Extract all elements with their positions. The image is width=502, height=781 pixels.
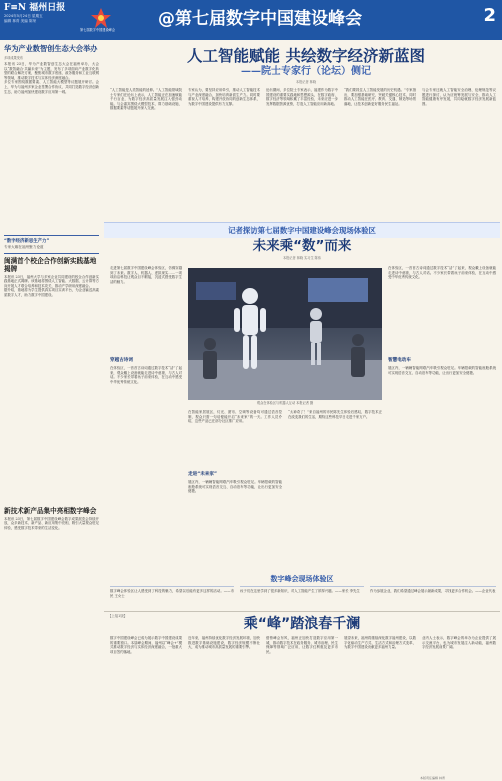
main-column-2: 专家认为，要坚持应用牵引，推动人工智能技术与产业深度融合，加快培育新质生产力。同时要重视人才培养，构建开放协同的创新生态体系，为数字中国建设提供有力支撑。 [188, 88, 260, 106]
bottom-kicker: 【上接1版】 [108, 614, 128, 618]
quote-2: 孩子们在这里学到了很多新知识，对人工智能产生了浓厚兴趣。——家长 李先生 [240, 586, 364, 608]
newspaper-brand: F≡N 福州日报 [4, 3, 66, 13]
section-subhead-3: 智慧电动车 [388, 358, 411, 363]
left-article-body: 本报讯 23日，华为产业数智创生态大会在福州举办，大会以“数智融合·共赢未来”为主题，发布了多项面向产业数字化转型的联合解决方案，聚焦城市数字底座、政务服务和工业互联网等领域，推动数字技术与实体经济深度融合。 多位专家围绕数据要素、人工智能大模型等议题展开研讨。会上，华为与福州多家企业签署合作协议，共同打造数字经济创新生态，助力福州加快建设数字应用第一城。 [4, 62, 99, 94]
main-headline: 人工智能赋能 共绘数字经济新蓝图 [187, 47, 425, 65]
section-column-3: “太神奇了！”来自福州的市民陈先生体验后感叹，数字技术正在改变我们的生活，期待这些科技早日走进千家万户。 [288, 410, 382, 419]
section-byline: 本报记者 林晓 实习生 陈伟 [282, 256, 322, 260]
issue-date: 2024年5月24日 星期五 编辑 林青 美编 陈荣 [4, 14, 43, 23]
editor-credit: 本版责任编辑 林青 [420, 776, 445, 780]
summit-emblem-icon [90, 7, 112, 29]
section-column-1: 走进第七届数字中国建设峰会体验区，仿佛穿越到了未来。数字人、机器人、虚拟现实……一项项前沿科技让观众目不暇接，沉浸式感受数字生活的魅力。 穿越古诗词 在体验区，一首首古诗词通过数字技术“活”了起来，观众戴上设备就能走进诗中意境，与古人对话。不少家长带着孩子前来体验，在互动中感受中华优秀传统文化。 [110, 266, 182, 384]
main-column-1: “人工智能是人类智能的延伸。”人工智能领域院士专家们在论坛上表示，人工智能正在加速赋能千行百业，为数字经济高质量发展注入强劲动能。与会嘉宾围绕大模型技术、算力基础设施、数据要素等话题展开深入交流。 [110, 88, 182, 111]
main-byline: 本报记者 林晓 [295, 80, 317, 84]
left-article-body-3: 本报讯 23日，第七届数字中国建设峰会数字成果展览会持续开放，众多新技术、新产品、新应用集中亮相，吸引大量观众驻足体验，感受数字技术带来的生活变化。 [4, 516, 99, 530]
main-column-4: “我们要抓住人工智能发展的历史机遇。”专家指出，要加强基础研究，突破关键核心技术，同时推动人工智能在医疗、教育、交通、制造等场景落地，让技术创新更好服务民生福祉。 [344, 88, 416, 106]
main-column-3: 论坛期间，多位院士专家表示，福建作为数字中国建设的重要实践地和思想源头，在数字政府、数字经济等领域积累了丰富经验，未来应进一步发挥数据资源优势，打造人工智能应用新高地。 [266, 88, 338, 106]
section-column-4: 在体验区，一首首古诗词通过数字技术“活”了起来，观众戴上设备就能走进诗中意境，与古人对话。不少家长带着孩子前来体验，在互动中感受中华优秀传统文化。 智慧电动车 展区内，一辆辆智能网联汽车吸引观众驻足。车辆搭载的智能座舱系统可实现语音交互、自动泊车等功能，让出行更加安全便捷。 [388, 266, 496, 375]
left-article-body-2: 本报讯 23日，福州大学与多家企业共同建设的校企合作创新实践基地正式揭牌。该基地将围绕人工智能、大数据、云计算等方向开展人才联合培养和技术攻关，推动产学研用深度融合。 据介绍，基地将为学生提供真实项目实训平台，为企业输送高素质数字人才，助力数字中国建设。 [4, 274, 99, 297]
bottom-headline: 乘“峰”踏浪春千澜 [243, 616, 361, 632]
left-headline-3: 新技术新产品集中亮相数字峰会 [4, 506, 97, 515]
main-column-5: 与会专家还就人工智能安全治理、伦理规范等议题进行探讨，认为应统筹发展与安全，推动人工智能健康有序发展，共同绘就数字经济发展新蓝图。 [422, 88, 496, 106]
quote-3: 作为参展企业，我们希望通过峰会展示最新成果，寻找更多合作机会。——企业代表 [370, 586, 496, 608]
section-column-2: 在智能家居展区，灯光、窗帘、空调等设备均可通过语音控制，观众只需一句话便能开启“未来家”的一天。工作人员介绍，这些产品已在部分社区推广应用。 走进“未来家” 展区内，一辆辆智能网联汽车吸引观众驻足。车辆搭载的智能座舱系统可实现语音交互、自动泊车等功能，让出行更加安全便捷。 [188, 410, 282, 494]
left-headline-2: 闽满首个校企合作创新实践基地揭牌 [4, 256, 97, 273]
robot-exhibition-photo [188, 268, 382, 400]
section-banner: 记者探访第七届数字中国建设峰会现场体验区 [104, 222, 500, 238]
left-column [4, 45, 99, 687]
summit-logo: 第七届数字中国建设峰会 [80, 5, 152, 35]
bottom-column-1: 数字中国建设峰会已成为展示数字中国建设成果的重要窗口。本届峰会期间，福州以“峰会+”模式推动数字经济与实体经济深度融合，一批重大项目签约落地。 [110, 636, 182, 654]
page-number: 2 [483, 5, 496, 26]
photo-caption: 观众在体验区与机器人互动 本报记者 摄 [256, 401, 314, 405]
left-byline: 多项成果发布 [4, 55, 24, 60]
main-subheadline: ——院士专家行（论坛）侧记 [241, 66, 371, 77]
bottom-column-5: 业内人士表示，数字峰会的举办为企业提供了展示交流平台，也为城市发展注入新动能，福州数字经济发展前景广阔。 [422, 636, 496, 650]
pull-quote-box: “数字经济新思生产力” 专家大咖在福州聚力论道 [4, 235, 99, 254]
bottom-column-2: 近年来，福州持续优化数字经济发展环境，加快推进数字基础设施建设，数字经济规模不断壮大，成为推动城市高质量发展的重要引擎。 [188, 636, 260, 650]
bottom-column-3: 借势峰会东风，福州正加快打造数字应用第一城，推动数字技术在政务服务、城市治理、民生保障等领域广泛应用，让数字红利惠及更多市民。 [266, 636, 338, 654]
masthead [0, 0, 502, 40]
quote-1: 数字峰会体验区让人感受到了科技的魅力，希望以后能有更多这样的活动。——市民 王女士 [110, 586, 234, 608]
left-headline: 华为产业数智创生态大会举办 [4, 44, 98, 53]
section-headline: 未来乘“数”而来 [252, 238, 352, 254]
page-title: @第七届数字中国建设峰会 [158, 9, 362, 29]
section-subhead-2: 走进“未来家” [188, 472, 218, 477]
section-subhead-1: 穿越古诗词 [110, 358, 133, 363]
photo-illustration [188, 268, 382, 400]
quote-band: 数字峰会现场体验区 [270, 575, 334, 583]
bottom-divider [104, 611, 500, 612]
bottom-column-4: 展望未来，福州将继续深化数字福州建设，以数字化驱动生产方式、生活方式和治理方式变革，为数字中国建设贡献更多福州力量。 [344, 636, 416, 650]
